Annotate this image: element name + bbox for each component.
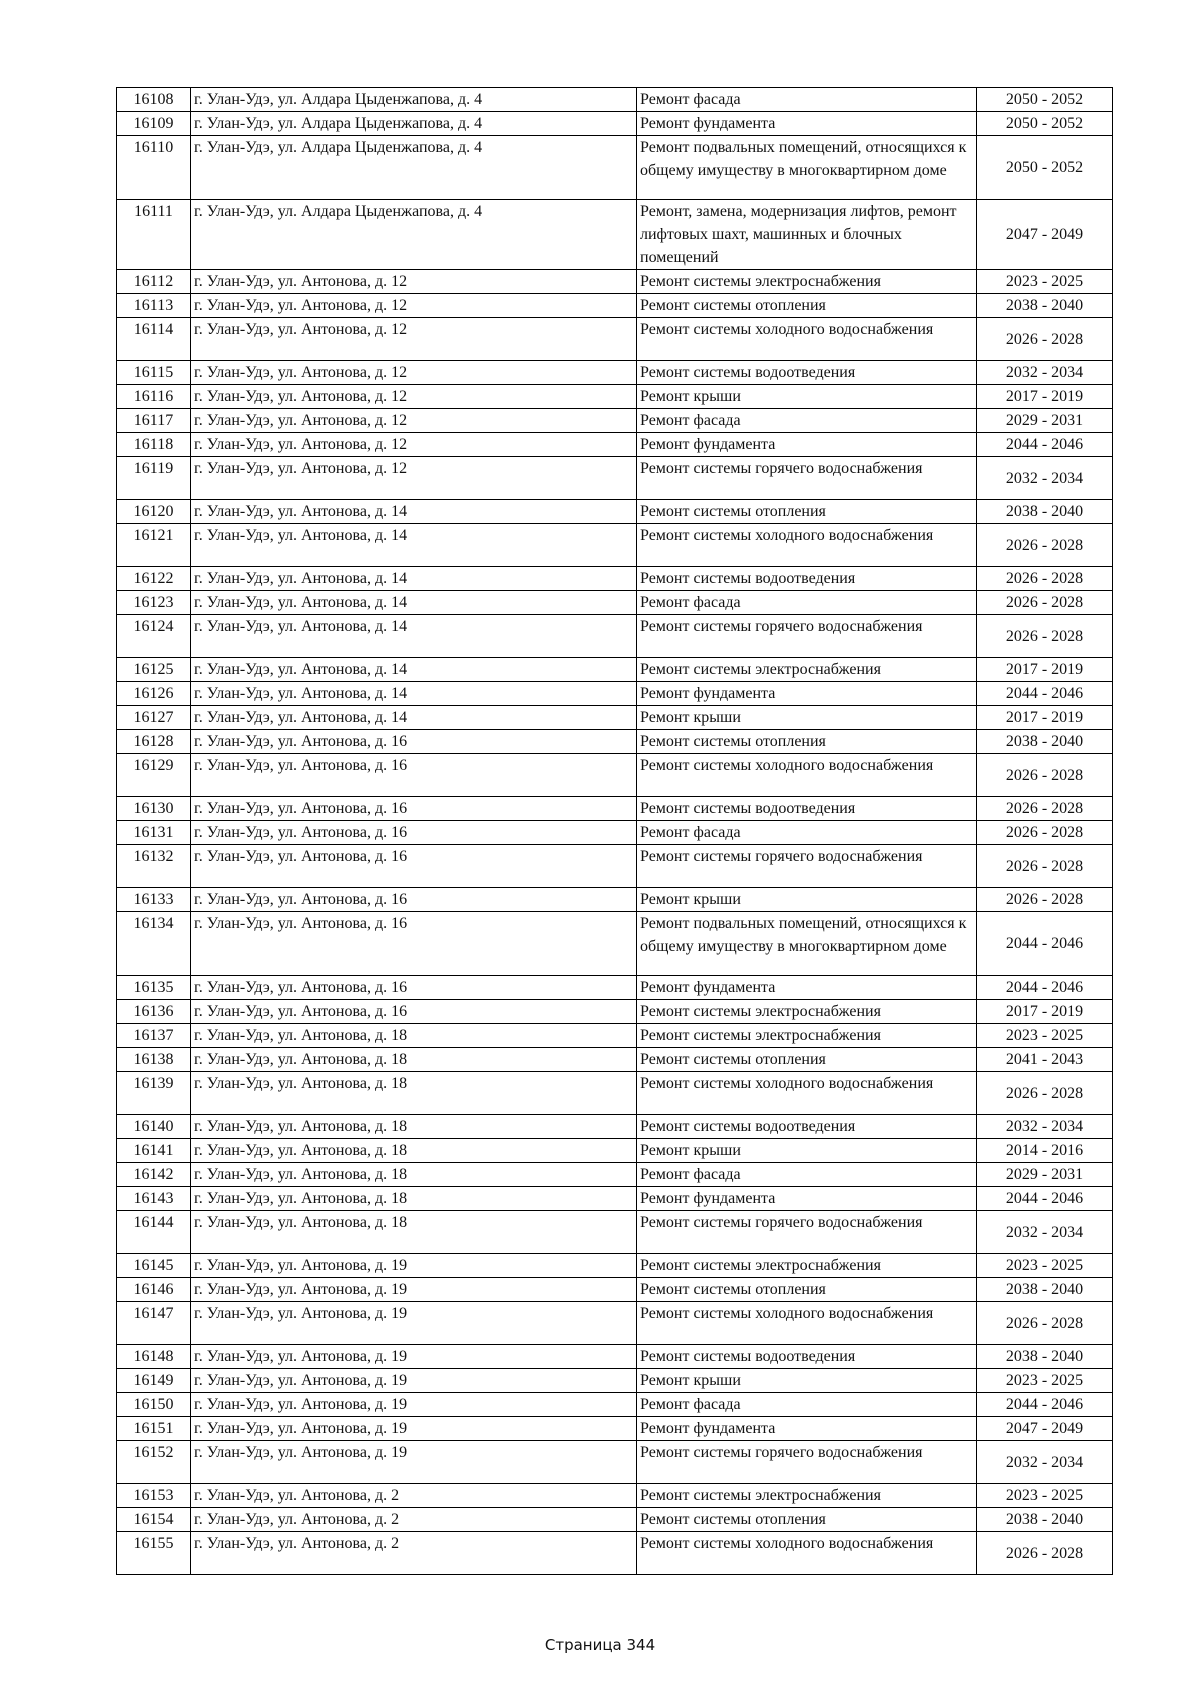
row-period: 2044 - 2046: [977, 682, 1113, 706]
row-address: г. Улан-Удэ, ул. Антонова, д. 16: [191, 1000, 637, 1024]
row-address: г. Улан-Удэ, ул. Антонова, д. 16: [191, 912, 637, 976]
row-number: 16135: [117, 976, 191, 1000]
row-work-type: Ремонт системы электроснабжения: [637, 658, 977, 682]
row-work-type: Ремонт системы водоотведения: [637, 1115, 977, 1139]
row-number: 16121: [117, 524, 191, 567]
table-row: [117, 409, 1113, 433]
table-row: [117, 1508, 1113, 1532]
row-work-type: Ремонт фасада: [637, 821, 977, 845]
row-period: 2026 - 2028: [977, 1532, 1113, 1575]
row-number: 16113: [117, 294, 191, 318]
row-number: 16125: [117, 658, 191, 682]
row-work-type: Ремонт системы холодного водоснабжения: [637, 318, 977, 361]
row-period: 2050 - 2052: [977, 88, 1113, 112]
row-period: 2026 - 2028: [977, 615, 1113, 658]
row-period: 2017 - 2019: [977, 1000, 1113, 1024]
table-row: [117, 136, 1113, 200]
table-row: [117, 706, 1113, 730]
row-number: 16119: [117, 457, 191, 500]
row-number: 16123: [117, 591, 191, 615]
row-number: 16132: [117, 845, 191, 888]
row-number: 16111: [117, 200, 191, 270]
row-address: г. Улан-Удэ, ул. Антонова, д. 12: [191, 409, 637, 433]
row-address: г. Улан-Удэ, ул. Антонова, д. 16: [191, 845, 637, 888]
row-address: г. Улан-Удэ, ул. Антонова, д. 18: [191, 1024, 637, 1048]
row-number: 16136: [117, 1000, 191, 1024]
row-period: 2032 - 2034: [977, 1115, 1113, 1139]
row-period: 2038 - 2040: [977, 730, 1113, 754]
row-work-type: Ремонт системы горячего водоснабжения: [637, 457, 977, 500]
row-period: 2041 - 2043: [977, 1048, 1113, 1072]
row-period: 2044 - 2046: [977, 912, 1113, 976]
row-work-type: Ремонт крыши: [637, 385, 977, 409]
row-period: 2026 - 2028: [977, 845, 1113, 888]
row-period: 2026 - 2028: [977, 318, 1113, 361]
row-period: 2038 - 2040: [977, 1345, 1113, 1369]
row-period: 2026 - 2028: [977, 821, 1113, 845]
table-row: [117, 976, 1113, 1000]
row-number: 16150: [117, 1393, 191, 1417]
table-row: [117, 1139, 1113, 1163]
row-address: г. Улан-Удэ, ул. Антонова, д. 19: [191, 1417, 637, 1441]
table-row: [117, 1254, 1113, 1278]
row-address: г. Улан-Удэ, ул. Антонова, д. 14: [191, 615, 637, 658]
row-address: г. Улан-Удэ, ул. Антонова, д. 12: [191, 433, 637, 457]
table-row: [117, 1072, 1113, 1115]
row-number: 16126: [117, 682, 191, 706]
table-row: [117, 200, 1113, 270]
row-work-type: Ремонт системы холодного водоснабжения: [637, 1532, 977, 1575]
table-row: [117, 1441, 1113, 1484]
row-period: 2050 - 2052: [977, 136, 1113, 200]
table-row: [117, 912, 1113, 976]
row-number: 16130: [117, 797, 191, 821]
row-number: 16145: [117, 1254, 191, 1278]
table-row: [117, 270, 1113, 294]
row-address: г. Улан-Удэ, ул. Антонова, д. 19: [191, 1393, 637, 1417]
row-work-type: Ремонт фасада: [637, 88, 977, 112]
row-address: г. Улан-Удэ, ул. Антонова, д. 12: [191, 385, 637, 409]
row-address: г. Улан-Удэ, ул. Антонова, д. 2: [191, 1484, 637, 1508]
row-work-type: Ремонт системы холодного водоснабжения: [637, 754, 977, 797]
row-work-type: Ремонт системы электроснабжения: [637, 270, 977, 294]
row-work-type: Ремонт, замена, модернизация лифтов, ремонт лифтовых шахт, машинных и блочных помещений: [637, 200, 977, 270]
row-address: г. Улан-Удэ, ул. Антонова, д. 19: [191, 1441, 637, 1484]
row-work-type: Ремонт фундамента: [637, 976, 977, 1000]
row-number: 16143: [117, 1187, 191, 1211]
table-row: [117, 1417, 1113, 1441]
row-period: 2038 - 2040: [977, 294, 1113, 318]
row-period: 2026 - 2028: [977, 591, 1113, 615]
row-period: 2038 - 2040: [977, 1508, 1113, 1532]
table-row: [117, 1000, 1113, 1024]
row-address: г. Улан-Удэ, ул. Антонова, д. 16: [191, 976, 637, 1000]
row-address: г. Улан-Удэ, ул. Антонова, д. 18: [191, 1115, 637, 1139]
row-number: 16147: [117, 1302, 191, 1345]
row-period: 2026 - 2028: [977, 524, 1113, 567]
row-number: 16116: [117, 385, 191, 409]
row-work-type: Ремонт фасада: [637, 591, 977, 615]
table-row: [117, 1024, 1113, 1048]
row-number: 16122: [117, 567, 191, 591]
row-number: 16129: [117, 754, 191, 797]
row-period: 2032 - 2034: [977, 361, 1113, 385]
row-work-type: Ремонт системы отопления: [637, 1278, 977, 1302]
row-work-type: Ремонт системы горячего водоснабжения: [637, 615, 977, 658]
row-period: 2032 - 2034: [977, 1211, 1113, 1254]
table-row: [117, 682, 1113, 706]
row-number: 16120: [117, 500, 191, 524]
row-address: г. Улан-Удэ, ул. Антонова, д. 19: [191, 1345, 637, 1369]
row-period: 2017 - 2019: [977, 658, 1113, 682]
row-number: 16118: [117, 433, 191, 457]
row-period: 2026 - 2028: [977, 754, 1113, 797]
table-row: [117, 1369, 1113, 1393]
row-address: г. Улан-Удэ, ул. Антонова, д. 18: [191, 1072, 637, 1115]
row-number: 16153: [117, 1484, 191, 1508]
row-address: г. Улан-Удэ, ул. Антонова, д. 12: [191, 318, 637, 361]
row-address: г. Улан-Удэ, ул. Антонова, д. 18: [191, 1211, 637, 1254]
row-period: 2026 - 2028: [977, 1072, 1113, 1115]
row-period: 2026 - 2028: [977, 888, 1113, 912]
table-row: [117, 361, 1113, 385]
row-address: г. Улан-Удэ, ул. Антонова, д. 14: [191, 524, 637, 567]
table-row: [117, 433, 1113, 457]
row-work-type: Ремонт системы водоотведения: [637, 797, 977, 821]
row-number: 16109: [117, 112, 191, 136]
table-row: [117, 1187, 1113, 1211]
row-number: 16154: [117, 1508, 191, 1532]
row-period: 2023 - 2025: [977, 1024, 1113, 1048]
row-period: 2017 - 2019: [977, 706, 1113, 730]
row-address: г. Улан-Удэ, ул. Алдара Цыденжапова, д. 4: [191, 200, 637, 270]
row-number: 16133: [117, 888, 191, 912]
row-work-type: Ремонт системы холодного водоснабжения: [637, 1072, 977, 1115]
row-address: г. Улан-Удэ, ул. Антонова, д. 14: [191, 682, 637, 706]
row-work-type: Ремонт системы отопления: [637, 1048, 977, 1072]
table-row: [117, 500, 1113, 524]
row-work-type: Ремонт системы электроснабжения: [637, 1254, 977, 1278]
row-work-type: Ремонт системы отопления: [637, 500, 977, 524]
row-work-type: Ремонт системы холодного водоснабжения: [637, 524, 977, 567]
row-period: 2023 - 2025: [977, 1254, 1113, 1278]
row-work-type: Ремонт подвальных помещений, относящихся к общему имуществу в многоквартирном доме: [637, 136, 977, 200]
table-row: [117, 1163, 1113, 1187]
row-address: г. Улан-Удэ, ул. Антонова, д. 14: [191, 500, 637, 524]
row-number: 16114: [117, 318, 191, 361]
table-row: [117, 591, 1113, 615]
row-work-type: Ремонт крыши: [637, 888, 977, 912]
table-row: [117, 385, 1113, 409]
row-address: г. Улан-Удэ, ул. Антонова, д. 16: [191, 730, 637, 754]
table-row: [117, 1302, 1113, 1345]
row-number: 16115: [117, 361, 191, 385]
row-number: 16140: [117, 1115, 191, 1139]
row-address: г. Улан-Удэ, ул. Антонова, д. 19: [191, 1254, 637, 1278]
row-work-type: Ремонт системы электроснабжения: [637, 1484, 977, 1508]
row-number: 16138: [117, 1048, 191, 1072]
row-work-type: Ремонт системы отопления: [637, 730, 977, 754]
row-address: г. Улан-Удэ, ул. Антонова, д. 18: [191, 1187, 637, 1211]
row-work-type: Ремонт фундамента: [637, 682, 977, 706]
row-work-type: Ремонт системы электроснабжения: [637, 1000, 977, 1024]
row-work-type: Ремонт системы отопления: [637, 294, 977, 318]
table-row: [117, 88, 1113, 112]
row-address: г. Улан-Удэ, ул. Алдара Цыденжапова, д. 4: [191, 88, 637, 112]
table-body: [117, 88, 1113, 1575]
table-row: [117, 615, 1113, 658]
row-work-type: Ремонт фасада: [637, 409, 977, 433]
table-row: [117, 821, 1113, 845]
row-address: г. Улан-Удэ, ул. Антонова, д. 19: [191, 1278, 637, 1302]
table-row: [117, 1345, 1113, 1369]
table-row: [117, 1532, 1113, 1575]
row-period: 2044 - 2046: [977, 433, 1113, 457]
row-number: 16151: [117, 1417, 191, 1441]
row-work-type: Ремонт системы водоотведения: [637, 1345, 977, 1369]
row-period: 2032 - 2034: [977, 457, 1113, 500]
row-work-type: Ремонт системы горячего водоснабжения: [637, 1211, 977, 1254]
row-work-type: Ремонт крыши: [637, 1369, 977, 1393]
row-address: г. Улан-Удэ, ул. Антонова, д. 19: [191, 1302, 637, 1345]
row-number: 16127: [117, 706, 191, 730]
row-work-type: Ремонт фундамента: [637, 433, 977, 457]
row-period: 2038 - 2040: [977, 500, 1113, 524]
row-number: 16134: [117, 912, 191, 976]
row-period: 2029 - 2031: [977, 1163, 1113, 1187]
row-number: 16137: [117, 1024, 191, 1048]
row-address: г. Улан-Удэ, ул. Антонова, д. 19: [191, 1369, 637, 1393]
row-address: г. Улан-Удэ, ул. Антонова, д. 16: [191, 754, 637, 797]
row-period: 2014 - 2016: [977, 1139, 1113, 1163]
table-row: [117, 294, 1113, 318]
row-work-type: Ремонт крыши: [637, 706, 977, 730]
row-number: 16146: [117, 1278, 191, 1302]
row-work-type: Ремонт системы отопления: [637, 1508, 977, 1532]
row-period: 2023 - 2025: [977, 270, 1113, 294]
row-work-type: Ремонт подвальных помещений, относящихся к общему имуществу в многоквартирном доме: [637, 912, 977, 976]
row-number: 16152: [117, 1441, 191, 1484]
row-period: 2032 - 2034: [977, 1441, 1113, 1484]
row-work-type: Ремонт фундамента: [637, 1417, 977, 1441]
row-work-type: Ремонт фасада: [637, 1393, 977, 1417]
row-address: г. Улан-Удэ, ул. Антонова, д. 16: [191, 888, 637, 912]
table-row: [117, 730, 1113, 754]
row-work-type: Ремонт фасада: [637, 1163, 977, 1187]
row-work-type: Ремонт системы водоотведения: [637, 361, 977, 385]
row-work-type: Ремонт системы водоотведения: [637, 567, 977, 591]
table-row: [117, 457, 1113, 500]
row-work-type: Ремонт системы горячего водоснабжения: [637, 845, 977, 888]
row-address: г. Улан-Удэ, ул. Антонова, д. 12: [191, 294, 637, 318]
row-period: 2023 - 2025: [977, 1369, 1113, 1393]
row-work-type: Ремонт системы горячего водоснабжения: [637, 1441, 977, 1484]
table-row: [117, 567, 1113, 591]
row-address: г. Улан-Удэ, ул. Антонова, д. 2: [191, 1508, 637, 1532]
table-row: [117, 845, 1113, 888]
table-row: [117, 524, 1113, 567]
row-address: г. Улан-Удэ, ул. Антонова, д. 12: [191, 270, 637, 294]
row-work-type: Ремонт системы холодного водоснабжения: [637, 1302, 977, 1345]
table-row: [117, 754, 1113, 797]
row-period: 2023 - 2025: [977, 1484, 1113, 1508]
row-period: 2044 - 2046: [977, 976, 1113, 1000]
repair-schedule-table: [116, 87, 1113, 1575]
row-address: г. Улан-Удэ, ул. Антонова, д. 16: [191, 821, 637, 845]
row-number: 16124: [117, 615, 191, 658]
row-period: 2044 - 2046: [977, 1393, 1113, 1417]
row-address: г. Улан-Удэ, ул. Антонова, д. 14: [191, 658, 637, 682]
row-period: 2044 - 2046: [977, 1187, 1113, 1211]
table-row: [117, 888, 1113, 912]
row-number: 16108: [117, 88, 191, 112]
row-address: г. Улан-Удэ, ул. Антонова, д. 18: [191, 1048, 637, 1072]
row-number: 16141: [117, 1139, 191, 1163]
row-period: 2017 - 2019: [977, 385, 1113, 409]
row-work-type: Ремонт фундамента: [637, 112, 977, 136]
row-work-type: Ремонт фундамента: [637, 1187, 977, 1211]
row-address: г. Улан-Удэ, ул. Алдара Цыденжапова, д. 4: [191, 112, 637, 136]
row-period: 2047 - 2049: [977, 200, 1113, 270]
table-row: [117, 318, 1113, 361]
row-number: 16155: [117, 1532, 191, 1575]
table-row: [117, 112, 1113, 136]
row-number: 16117: [117, 409, 191, 433]
row-number: 16142: [117, 1163, 191, 1187]
row-period: 2026 - 2028: [977, 567, 1113, 591]
row-number: 16139: [117, 1072, 191, 1115]
row-address: г. Улан-Удэ, ул. Антонова, д. 12: [191, 457, 637, 500]
table-row: [117, 1115, 1113, 1139]
row-number: 16149: [117, 1369, 191, 1393]
table-row: [117, 658, 1113, 682]
row-work-type: Ремонт крыши: [637, 1139, 977, 1163]
row-period: 2047 - 2049: [977, 1417, 1113, 1441]
page-number: Страница 344: [544, 1636, 656, 1654]
row-number: 16131: [117, 821, 191, 845]
row-period: 2038 - 2040: [977, 1278, 1113, 1302]
row-address: г. Улан-Удэ, ул. Алдара Цыденжапова, д. 4: [191, 136, 637, 200]
row-number: 16110: [117, 136, 191, 200]
table-row: [117, 1393, 1113, 1417]
row-address: г. Улан-Удэ, ул. Антонова, д. 12: [191, 361, 637, 385]
table-row: [117, 1278, 1113, 1302]
row-address: г. Улан-Удэ, ул. Антонова, д. 18: [191, 1139, 637, 1163]
row-number: 16112: [117, 270, 191, 294]
table-row: [117, 1484, 1113, 1508]
row-address: г. Улан-Удэ, ул. Антонова, д. 14: [191, 591, 637, 615]
row-address: г. Улан-Удэ, ул. Антонова, д. 14: [191, 706, 637, 730]
row-address: г. Улан-Удэ, ул. Антонова, д. 14: [191, 567, 637, 591]
row-number: 16148: [117, 1345, 191, 1369]
row-address: г. Улан-Удэ, ул. Антонова, д. 18: [191, 1163, 637, 1187]
row-work-type: Ремонт системы электроснабжения: [637, 1024, 977, 1048]
row-number: 16144: [117, 1211, 191, 1254]
row-period: 2029 - 2031: [977, 409, 1113, 433]
table-row: [117, 797, 1113, 821]
row-address: г. Улан-Удэ, ул. Антонова, д. 16: [191, 797, 637, 821]
row-number: 16128: [117, 730, 191, 754]
row-address: г. Улан-Удэ, ул. Антонова, д. 2: [191, 1532, 637, 1575]
table-row: [117, 1048, 1113, 1072]
row-period: 2050 - 2052: [977, 112, 1113, 136]
row-period: 2026 - 2028: [977, 1302, 1113, 1345]
table-row: [117, 1211, 1113, 1254]
row-period: 2026 - 2028: [977, 797, 1113, 821]
